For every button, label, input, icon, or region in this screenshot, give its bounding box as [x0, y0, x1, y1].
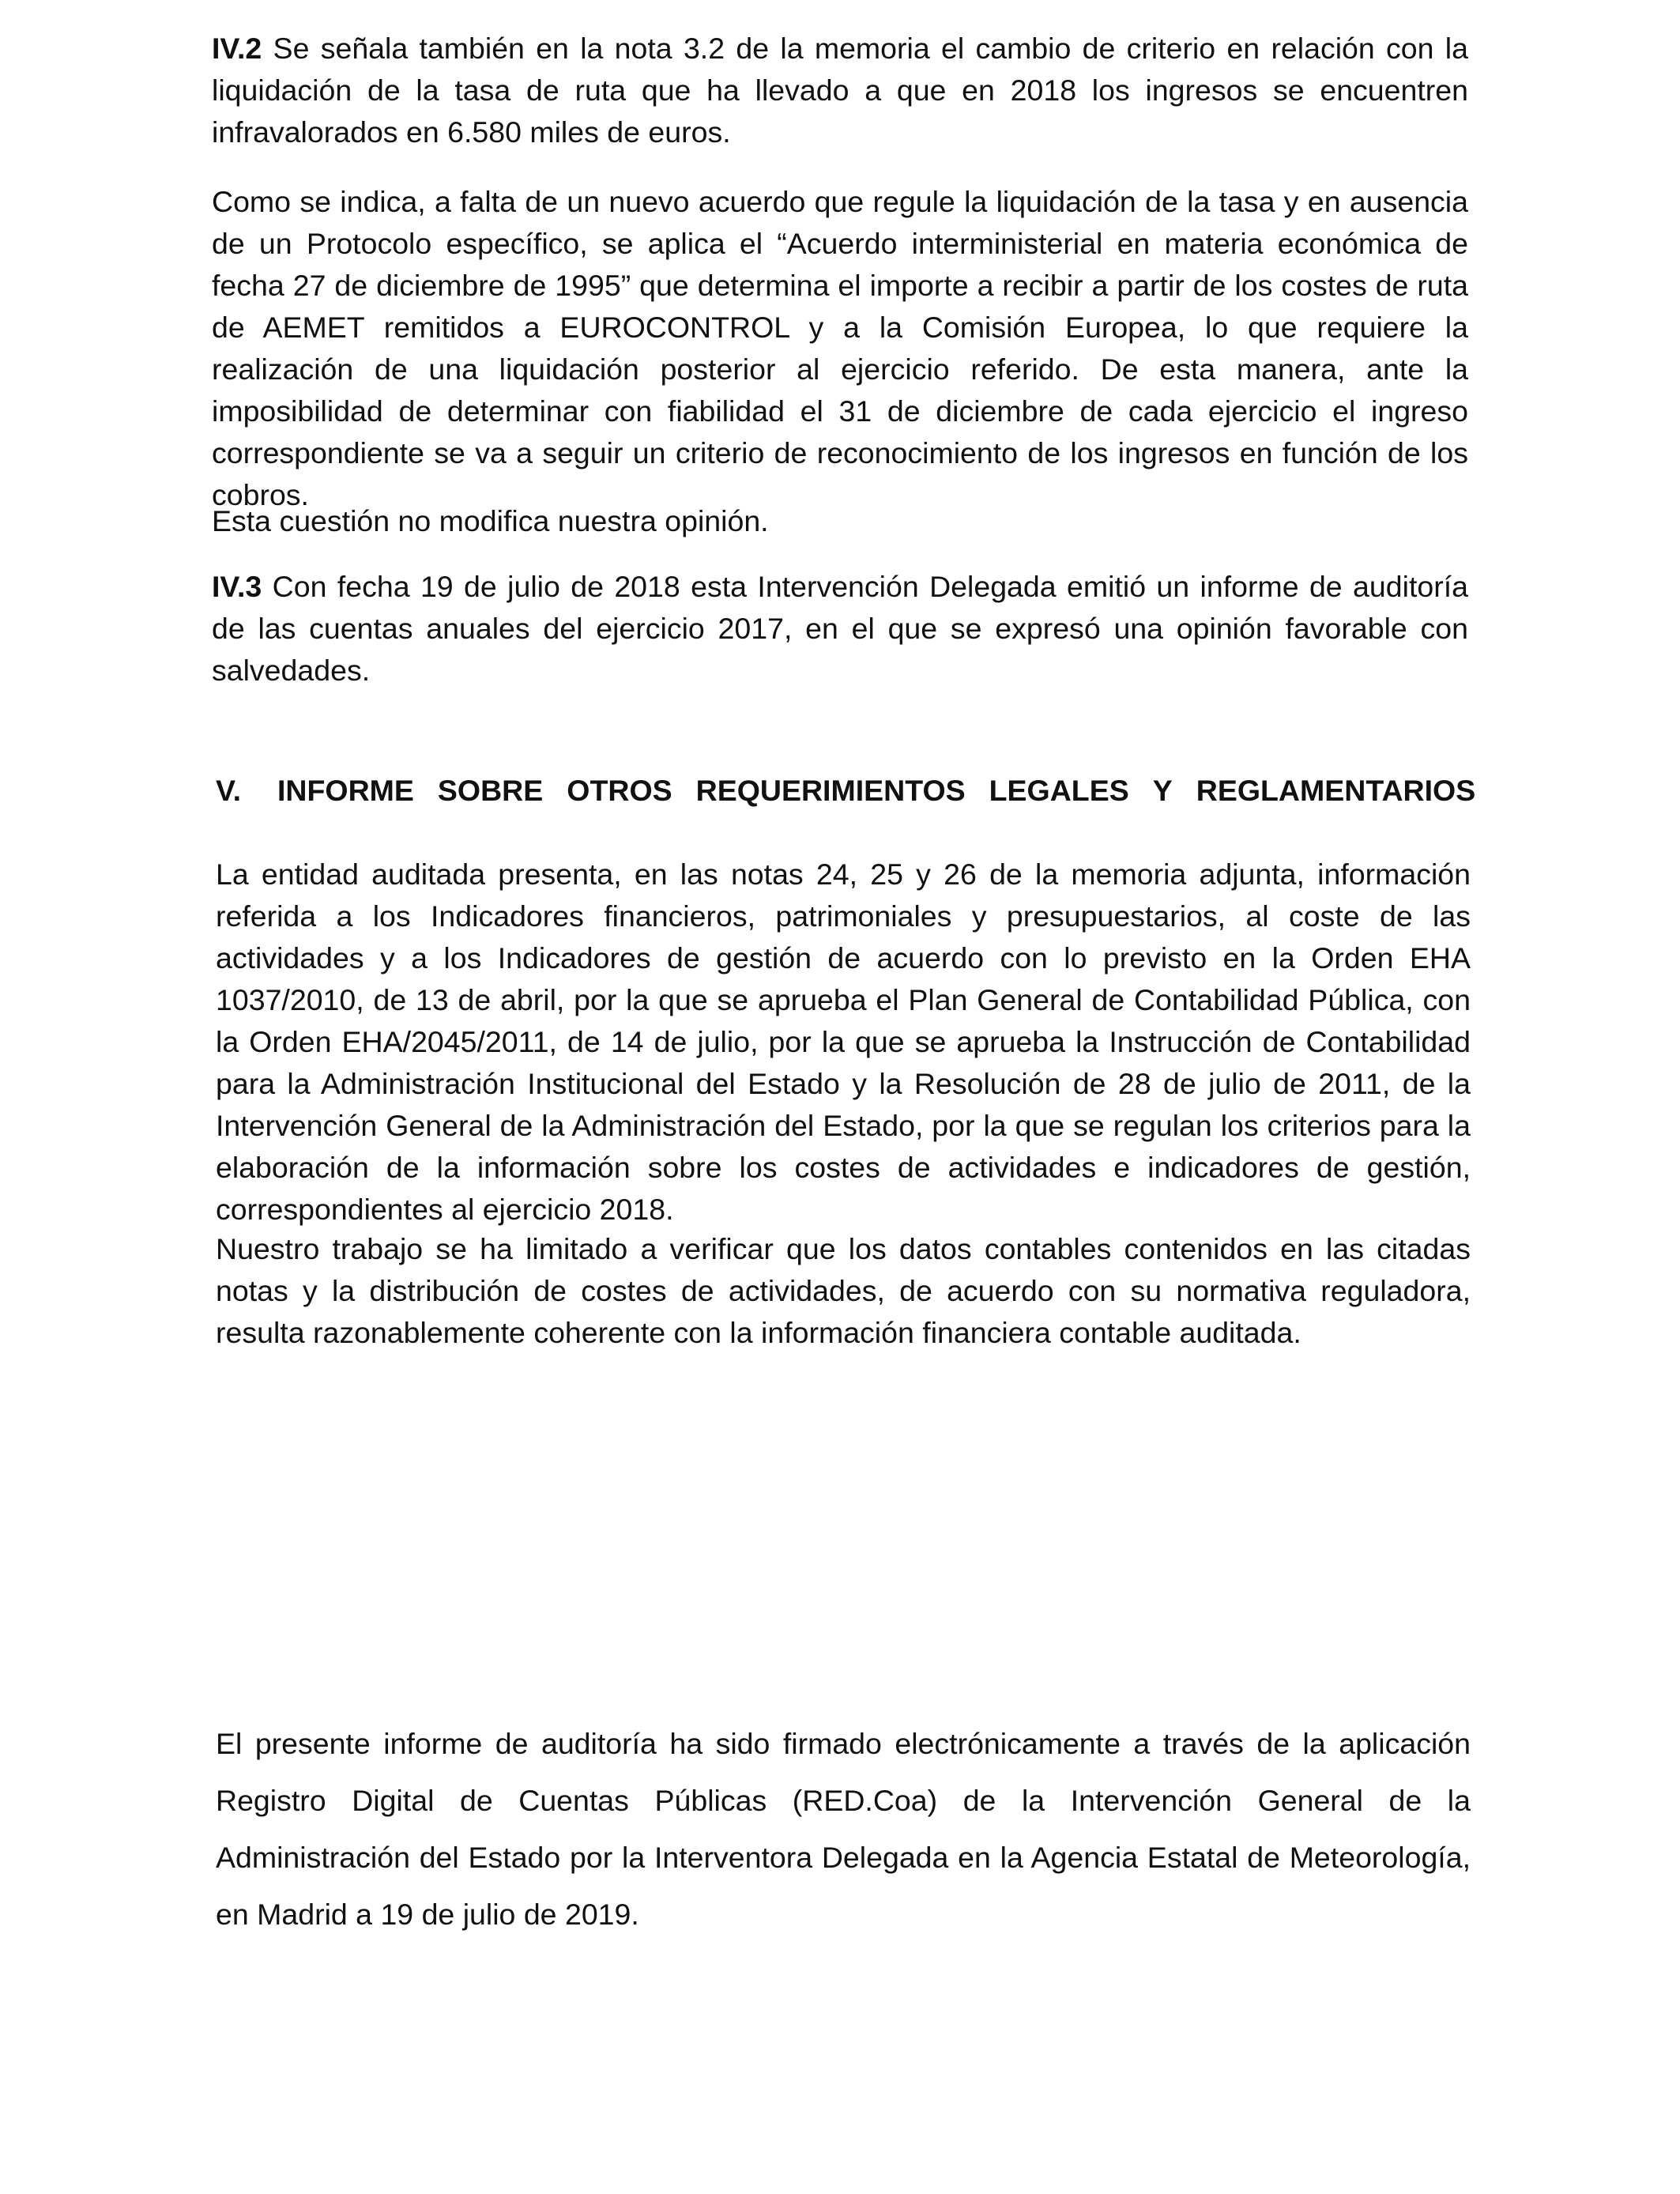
section-label-iv3: IV.3: [212, 570, 262, 603]
paragraph-v-1: La entidad auditada presenta, en las notas 24, 25 y 26 de la memoria adjunta, información referida a los Indicadores financieros, patrimoniales y presupuestarios, al coste de las actividades y a los Indicadores de gestión de acuerdo con lo previsto en la Orden EHA 1037/2010, de 13 de abril, por la que se aprueba el Plan General de Contabilidad Pública, con la Orden EHA/2045/2011, de 14 de julio, por la que se aprueba la Instrucción de Contabilidad para la Administración Institucional del Estado y la Resolución de 28 de julio de 2011, de la Intervención General de la Administración del Estado, por la que se regulan los criterios para la elaboración de la información sobre los costes de actividades e indicadores de gestión, correspondientes al ejercicio 2018.: [216, 858, 1471, 1226]
paragraph-iv2-detail: Como se indica, a falta de un nuevo acuerdo que regule la liquidación de la tasa y en ausencia de un Protocolo específico, se aplica el “Acuerdo interministerial en materia económica de fecha 27 de diciembre de 1995” que determina el importe a recibir a partir de los costes de ruta de AEMET remitidos a EUROCONTROL y a la Comisión Europea, lo que requiere la realización de una liquidación posterior al ejercicio referido. De esta manera, ante la imposibilidad de determinar con fiabilidad el 31 de diciembre de cada ejercicio el ingreso correspondiente se va a seguir un criterio de reconocimiento de los ingresos en función de los cobros.: [212, 185, 1468, 511]
paragraph-iv3-text: Con fecha 19 de julio de 2018 esta Intervención Delegada emitió un informe de auditoría de las cuentas anuales del ejercicio 2017, en el que se expresó una opinión favorable con salvedades.: [212, 570, 1468, 687]
heading-word: LEGALES: [989, 774, 1129, 807]
paragraph-iv2-opinion: Esta cuestión no modifica nuestra opinión.: [212, 504, 769, 537]
heading-word: REGLAMENTARIOS: [1196, 774, 1476, 807]
paragraph-iv2: [212, 28, 1468, 153]
heading-word: Y: [1152, 774, 1173, 807]
section-v-number: V.: [216, 774, 241, 807]
paragraph-v-2: Nuestro trabajo se ha limitado a verificar que los datos contables contenidos en las citadas notas y la distribución de costes de actividades, de acuerdo con su normativa reguladora, resulta razonablemente coherente con la información financiera contable auditada.: [216, 1232, 1471, 1349]
section-label-iv2: IV.2: [212, 32, 262, 65]
signature-paragraph: El presente informe de auditoría ha sido firmado electrónicamente a través de la aplicación Registro Digital de Cuentas Públicas (RED.Coa) de la Intervención General de la Administración del Estado por la Interventora Delegada en la Agencia Estatal de Meteorología, en Madrid a 19 de julio de 2019.: [216, 1727, 1471, 1931]
paragraph-iv3: [212, 566, 1468, 692]
paragraph-iv2-text: Se señala también en la nota 3.2 de la memoria el cambio de criterio en relación con la liquidación de la tasa de ruta que ha llevado a que en 2018 los ingresos se encuentren infravalorados en 6.580 miles de euros.: [212, 32, 1468, 149]
heading-word: OTROS: [567, 774, 672, 807]
heading-word: REQUERIMIENTOS: [695, 774, 966, 807]
heading-word: SOBRE: [437, 774, 544, 807]
heading-word: INFORME: [277, 774, 414, 807]
section-v-heading: [216, 767, 1480, 814]
